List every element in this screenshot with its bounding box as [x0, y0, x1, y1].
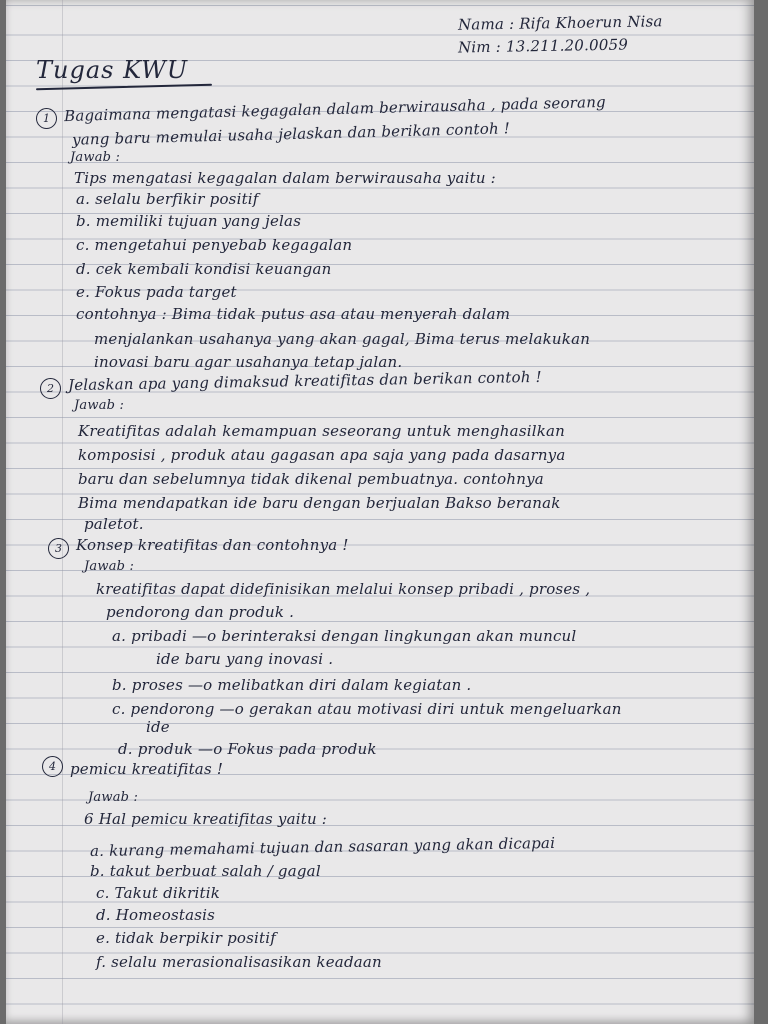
- q2-answer-line1: Kreatifitas adalah kemampuan seseorang untuk menghasilkan: [78, 422, 565, 440]
- question-number-3: 3: [48, 538, 69, 559]
- margin-line: [62, 0, 63, 1024]
- q4-item-a: a. kurang memahami tujuan dan sasaran yang akan dicapai: [89, 833, 556, 861]
- notebook-page: [6, 0, 754, 1024]
- q2-jawab: Jawab :: [74, 398, 125, 413]
- q3-item-a: a. pribadi —o berinteraksi dengan lingkungan akan muncul: [112, 627, 577, 645]
- q1-contoh-line1: contohnya : Bima tidak putus asa atau menyerah dalam: [76, 305, 511, 323]
- q3-jawab: Jawab :: [84, 559, 135, 574]
- q4-item-f: f. selalu merasionalisasikan keadaan: [96, 953, 382, 971]
- q4-item-d: d. Homeostasis: [96, 906, 216, 924]
- q3-item-c: c. pendorong —o gerakan atau motivasi diri untuk mengeluarkan: [112, 700, 622, 718]
- page-title: Tugas KWU: [36, 56, 189, 84]
- q1-contoh-line2: menjalankan usahanya yang akan gagal, Bima terus melakukan: [94, 330, 591, 348]
- question-number-2: 2: [40, 378, 61, 399]
- q4-item-e: e. tidak berpikir positif: [96, 929, 277, 947]
- q2-answer-line4: Bima mendapatkan ide baru dengan berjualan Bakso beranak: [78, 494, 561, 512]
- q1-jawab: Jawab :: [70, 150, 121, 165]
- q4-jawab: Jawab :: [88, 790, 139, 805]
- q4-item-b: b. takut berbuat salah / gagal: [90, 862, 321, 880]
- q2-answer-line3: baru dan sebelumnya tidak dikenal pembuatnya. contohnya: [78, 470, 544, 488]
- q1-item-c: c. mengetahui penyebab kegagalan: [76, 236, 353, 254]
- q3-item-c-cont: ide: [146, 718, 170, 736]
- q1-line2: yang baru memulai usaha jelaskan dan berikan contoh !: [71, 119, 511, 149]
- q2-answer-line2: komposisi , produk atau gagasan apa saja yang pada dasarnya: [78, 446, 566, 464]
- q1-item-d: d. cek kembali kondisi keuangan: [76, 260, 332, 278]
- question-number-1: 1: [36, 108, 57, 129]
- q3-answer-line1: kreatifitas dapat didefinisikan melalui konsep pribadi , proses ,: [96, 580, 591, 598]
- q4-intro: 6 Hal pemicu kreatifitas yaitu :: [84, 810, 328, 828]
- q2-line1: Jelaskan apa yang dimaksud kreatifitas dan berikan contoh !: [67, 367, 542, 395]
- q4-line1: pemicu kreatifitas !: [70, 760, 224, 778]
- q1-item-b: b. memiliki tujuan yang jelas: [76, 212, 302, 230]
- q1-line1: Bagaimana mengatasi kegagalan dalam berwirausaha , pada seorang: [63, 92, 607, 126]
- header-nim: Nim : 13.211.20.0059: [457, 35, 629, 57]
- q3-item-b: b. proses —o melibatkan diri dalam kegiatan .: [112, 676, 472, 694]
- q1-item-e: e. Fokus pada target: [76, 283, 237, 301]
- q2-answer-line5: paletot.: [84, 515, 144, 533]
- q1-contoh-line3: inovasi baru agar usahanya tetap jalan.: [94, 353, 403, 371]
- q3-item-a-cont: ide baru yang inovasi .: [156, 650, 334, 668]
- header-nama: Nama : Rifa Khoerun Nisa: [457, 12, 663, 34]
- q1-intro: Tips mengatasi kegagalan dalam berwirausaha yaitu :: [74, 169, 496, 187]
- q3-item-d: d. produk —o Fokus pada produk: [118, 740, 377, 758]
- question-number-4: 4: [42, 756, 63, 777]
- q3-answer-line2: pendorong dan produk .: [106, 603, 295, 621]
- q4-item-c: c. Takut dikritik: [96, 884, 221, 902]
- q1-item-a: a. selalu berfikir positif: [76, 190, 259, 208]
- q3-line1: Konsep kreatifitas dan contohnya !: [76, 536, 349, 554]
